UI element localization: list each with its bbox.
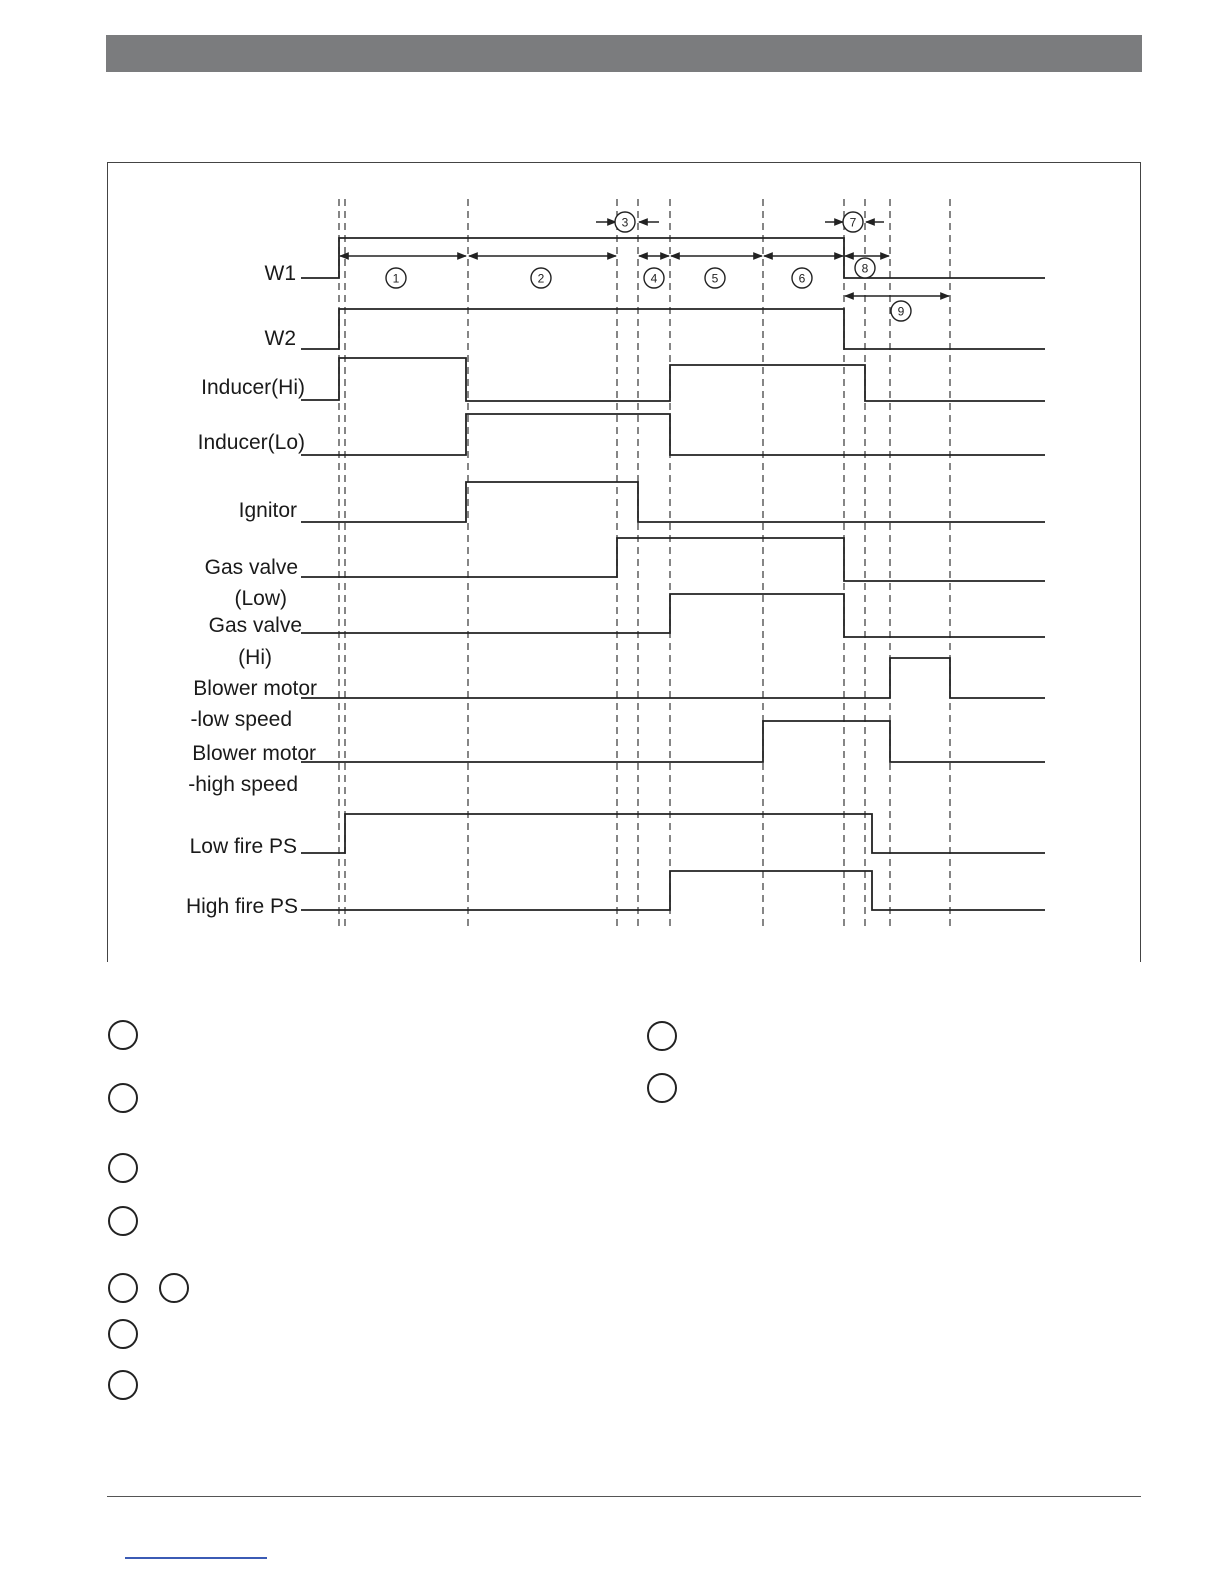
waveform-w1 <box>301 238 1045 278</box>
signal-label-gas-valve-low-sub: (Low) <box>234 587 287 610</box>
signal-label-high-fire-ps: High fire PS <box>185 895 298 918</box>
waveform-inducer-hi <box>301 358 1045 401</box>
interval-marker <box>792 268 812 288</box>
signal-label-inducer-lo: Inducer(Lo) <box>197 431 305 454</box>
interval-label: 4 <box>650 271 658 286</box>
interval-marker <box>843 212 863 232</box>
interval-label: 9 <box>897 304 905 319</box>
timing-diagram-frame <box>107 162 1141 962</box>
signal-label-inducer-hi: Inducer(Hi) <box>201 376 305 399</box>
legend-marker <box>108 1273 138 1303</box>
legend-marker <box>647 1021 677 1051</box>
legend-marker <box>108 1319 138 1349</box>
interval-markers <box>386 212 911 321</box>
legend-marker <box>108 1370 138 1400</box>
signal-labels <box>186 262 317 918</box>
interval-marker <box>855 258 875 278</box>
signal-label-blower-low: Blower motor <box>193 677 317 700</box>
waveform-high-fire-ps <box>301 871 1045 910</box>
legend-marker <box>108 1020 138 1050</box>
waveform-w2 <box>301 309 1045 349</box>
interval-label: 8 <box>861 261 869 276</box>
legend-marker <box>159 1273 189 1303</box>
interval-arrows <box>340 222 949 296</box>
timing-diagram <box>108 163 1142 963</box>
interval-marker <box>386 268 406 288</box>
waveform-inducer-lo <box>301 414 1045 455</box>
signal-label-blower-high: Blower motor <box>192 742 316 765</box>
interval-label: 1 <box>392 271 400 286</box>
interval-label: 5 <box>711 271 719 286</box>
footer-rule <box>107 1496 1141 1497</box>
signal-label-gas-valve-low: Gas valve <box>204 556 298 579</box>
waveform-low-fire-ps <box>301 814 1045 853</box>
legend-marker <box>108 1153 138 1183</box>
signal-label-blower-high-sub: -high speed <box>188 773 298 796</box>
interval-label: 6 <box>798 271 806 286</box>
interval-label: 2 <box>537 271 545 286</box>
signal-label-gas-valve-hi: Gas valve <box>208 614 302 637</box>
interval-marker <box>615 212 635 232</box>
waveform-blower-low <box>301 658 1045 698</box>
waveform-gas-valve-hi <box>301 594 1045 637</box>
footer-link-underline[interactable] <box>125 1557 267 1559</box>
waveform-gas-valve-low <box>301 538 1045 581</box>
interval-label: 7 <box>849 215 857 230</box>
signal-label-w1: W1 <box>264 262 296 285</box>
waveform-ignitor <box>301 482 1045 522</box>
interval-marker <box>531 268 551 288</box>
legend-marker <box>108 1206 138 1236</box>
interval-marker <box>644 268 664 288</box>
signal-label-low-fire-ps: Low fire PS <box>189 835 297 858</box>
signal-label-ignitor: Ignitor <box>238 499 297 522</box>
legend-marker <box>647 1073 677 1103</box>
legend-marker <box>108 1083 138 1113</box>
interval-marker <box>891 301 911 321</box>
waveforms <box>301 238 1045 910</box>
header-bar <box>106 35 1142 72</box>
waveform-blower-high <box>301 721 1045 762</box>
signal-label-blower-low-sub: -low speed <box>190 708 292 731</box>
signal-label-gas-valve-hi-sub: (Hi) <box>238 646 272 669</box>
interval-label: 3 <box>621 215 629 230</box>
signal-label-w2: W2 <box>264 327 296 350</box>
interval-marker <box>705 268 725 288</box>
